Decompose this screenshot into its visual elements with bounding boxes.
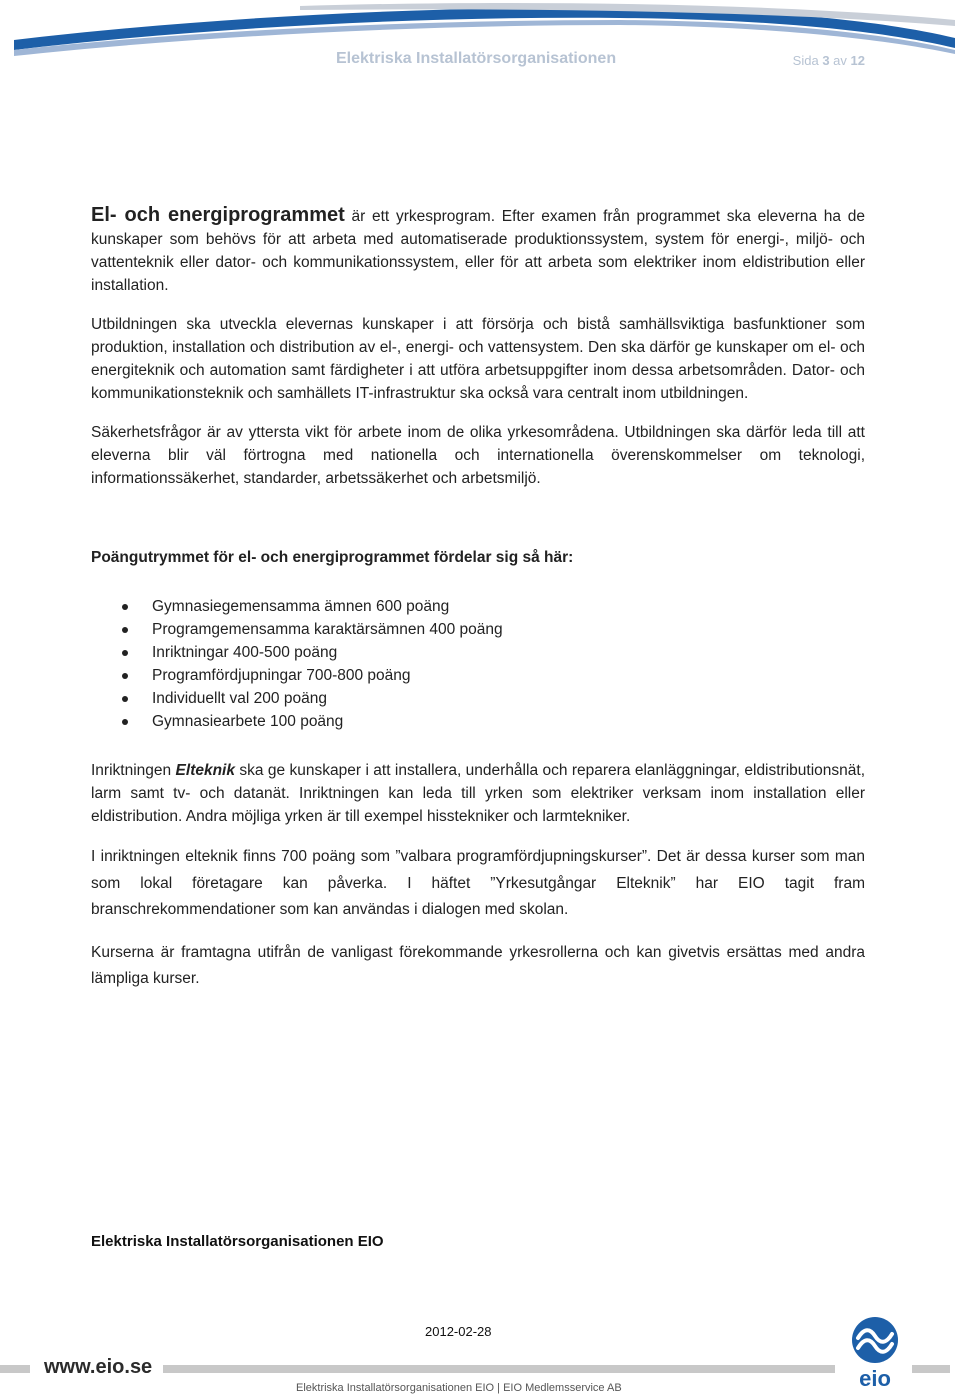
elteknik-intro: Inriktningen — [91, 762, 176, 779]
footer-org-name: Elektriska Installatörsorganisationen EIO — [91, 1233, 384, 1250]
list-item-text: Programgemensamma karaktärsämnen 400 poäng — [152, 621, 503, 638]
eio-logo — [848, 1316, 902, 1390]
list-item — [91, 595, 865, 618]
program-title: El- och energiprogrammet — [91, 204, 345, 226]
courses-paragraph: I inriktningen elteknik finns 700 poäng som ”valbara programfördjupningskurser”. Det är dessa kurser som man som lokal företagare kan påverka. I häftet ”Yrkesutgångar Elteknik” har EIO tagit fram branschrekommendationer som kan användas i dialogen med skolan. — [91, 848, 865, 918]
list-item — [91, 687, 865, 710]
list-item-text: Programfördjupningar 700-800 poäng — [152, 667, 411, 684]
page-current: 3 — [822, 53, 830, 68]
bullet-icon — [122, 627, 128, 633]
intro-paragraph — [91, 204, 865, 297]
bullet-icon — [122, 719, 128, 725]
page-number — [793, 53, 865, 68]
list-item-text: Gymnasiearbete 100 poäng — [152, 713, 344, 730]
list-item — [91, 710, 865, 733]
footer-divider — [163, 1365, 835, 1373]
list-item — [91, 664, 865, 687]
list-item — [91, 641, 865, 664]
intro-text: är ett yrkesprogram. Efter examen från programmet ska eleverna ha de kunskaper som behövs för att arbeta med automatiserade produktionssystem, system för energi-, miljö- och vattenteknik eller dator- och kommunikationssystem, eller för att arbeta som elektriker inom eldistribution eller installation. — [91, 208, 866, 294]
bullet-icon — [122, 673, 128, 679]
education-paragraph: Utbildningen ska utveckla elevernas kunskaper i att försörja och bistå samhällsviktiga basfunktioner som produktion, installation och distribution av el-, energi- och vattensystem. Den ska därför ge kunskaper om el- och energiteknik och automation samt färdigheter i att utföra arbetsuppgifter inom dessa arbetsområden. Dator- och kommunikationsteknik och samhällets IT-infrastruktur ska också vara centralt inom utbildningen. — [91, 316, 865, 402]
logo-text: eio — [859, 1366, 891, 1390]
points-heading: Poängutrymmet för el- och energiprogrammet fördelar sig så här: — [91, 549, 574, 566]
bullet-icon — [122, 650, 128, 656]
elteknik-paragraph — [91, 759, 865, 828]
list-item — [91, 618, 865, 641]
courses-note-paragraph: Kurserna är framtagna utifrån de vanligast förekommande yrkesrollerna och kan givetvis ersättas med andra lämpliga kurser. — [91, 943, 865, 987]
footer-divider-left — [0, 1365, 30, 1373]
footer-website-link[interactable]: www.eio.se — [44, 1356, 153, 1378]
footer-date: 2012-02-28 — [425, 1324, 492, 1339]
points-list — [91, 595, 865, 733]
bullet-icon — [122, 604, 128, 610]
page-of: av — [833, 53, 847, 68]
footer-divider-right — [912, 1365, 950, 1373]
document-body — [91, 204, 865, 993]
footer-tagline: Elektriska Installatörsorganisationen EIO | EIO Medlemsservice AB — [296, 1382, 622, 1394]
header-org-name: Elektriska Installatörsorganisationen — [336, 50, 617, 67]
elteknik-emphasis: Elteknik — [175, 762, 235, 779]
page-total: 12 — [850, 53, 865, 68]
list-item-text: Gymnasiegemensamma ämnen 600 poäng — [152, 598, 450, 615]
elteknik-text: ska ge kunskaper i att installera, underhålla och reparera elanläggningar, eldistributionsnät, larm samt tv- och datanät. Inriktningen kan leda till yrken som elektriker verksam inom installation eller eldistribution. Andra möjliga yrken är till exempel hisstekniker och larmtekniker. — [91, 762, 866, 825]
list-item-text: Inriktningar 400-500 poäng — [152, 644, 338, 661]
safety-paragraph: Säkerhetsfrågor är av yttersta vikt för arbete inom de olika yrkesområdena. Utbildningen ska därför leda till att eleverna blir väl förtrogna med nationella och internationella överenskommelser om teknologi, informationssäkerhet, standarder, arbetssäkerhet och arbetsmiljö. — [91, 424, 865, 487]
bullet-icon — [122, 696, 128, 702]
page-prefix: Sida — [792, 53, 819, 68]
list-item-text: Individuellt val 200 poäng — [152, 690, 327, 707]
